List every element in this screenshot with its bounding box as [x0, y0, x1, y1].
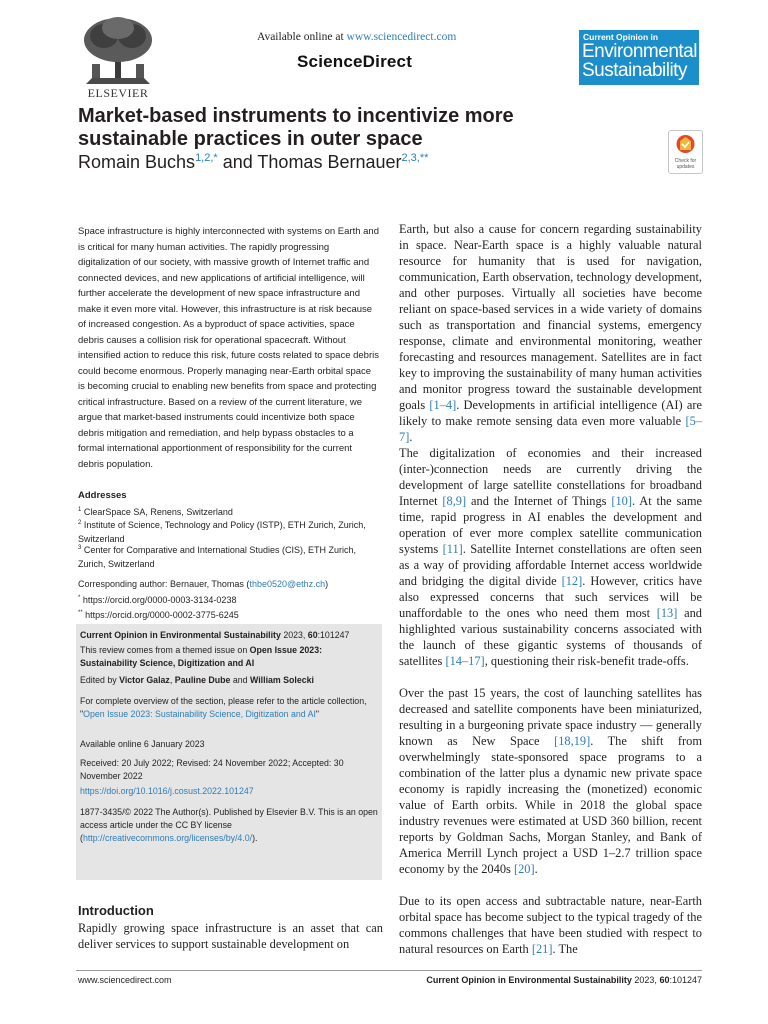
elsevier-tree-logo: [76, 14, 160, 92]
citation-link[interactable]: [13]: [656, 606, 678, 620]
journal-citation: Current Opinion in Environmental Sustainability 2023, 60:101247: [80, 630, 350, 640]
journal-logo-line1: Environmental: [582, 41, 697, 62]
author-line: Romain Buchs$^{1,2,*}$ and Thomas Bernauer$^{2,3,**}$: [78, 152, 429, 172]
author-email-link[interactable]: thbe0520@ethz.ch: [249, 579, 326, 589]
orcid-2: ** https://orcid.org/0000-0002-3775-6245: [78, 610, 239, 620]
citation-link[interactable]: [12]: [561, 574, 583, 588]
corresponding-author-block: [78, 578, 383, 623]
author-name: Thomas Bernauer: [257, 152, 402, 172]
footer-website: www.sciencedirect.com: [78, 975, 172, 985]
citation-link[interactable]: [18,19]: [554, 734, 591, 748]
introduction-heading: Introduction: [78, 903, 154, 918]
citation-link[interactable]: [10]: [611, 494, 633, 508]
editors: Edited by Victor Galaz, Pauline Dube and William Solecki: [80, 675, 314, 685]
author-affiliation-marks[interactable]: 1,2,*: [195, 152, 218, 164]
footer-citation: Current Opinion in Environmental Sustainability 2023, 60:101247: [426, 975, 702, 985]
journal-logo-line2: Sustainability: [582, 60, 687, 81]
author-affiliation-marks[interactable]: 2,3,**: [401, 152, 429, 164]
sciencedirect-link[interactable]: www.sciencedirect.com: [346, 31, 457, 43]
citation-link[interactable]: [11]: [442, 542, 463, 556]
body-paragraph-4: Due to its open access and subtractable nature, near-Earth orbital space has become subject to the typical tragedy of the commons challenges that have been studied with respect to natural resources on Earth [21]. The: [399, 894, 702, 956]
abstract: Space infrastructure is highly interconnected with systems on Earth and is critical for many human activities. The rapidly progressing digitalization of our society, with massive growth of Internet traffic and connected devices, and new applications of artificial intelligence, will further accelerate the development of new space infrastructure and make it even more vital. However, this infrastructure is at risk because of increased congestion. As a byproduct of space activities, space debris causes a collision risk for operational spacecraft. Without intensified action to reduce this risk, future costs related to space debris could become enormous. Properly managing near-Earth orbital space is becoming crucial to enabling new benefits from space and protecting critical infrastructure. Based on a review of the current literature, we argue that market-based instruments could incentivize both space debris mitigation and remediation, and help bypass obstacles to a formal international apportionment of responsibility for the current debris population.: [78, 226, 379, 470]
author-name: Romain Buchs: [78, 152, 196, 172]
body-paragraph-1: Earth, but also a cause for concern regarding sustainability in space. Near-Earth space is a highly valuable natural resource for humanity that is used for navigation, communication, Earth observation, technology development, and other purposes. Virtually all societies have become reliant on space-based services in a wide variety of domains such as transportation and financial systems, emergency response, climate and environmental monitoring, weather forecasting and resources management. Satellites are in fact key to improving the sustainability of many human activities and monitor progress toward the sustainable development goals [1–4]. Developments in artificial intelligence (AI) are likely to make remote sensing data even more valuable [5–7].: [399, 222, 702, 444]
corresponding-author: Corresponding author: Bernauer, Thomas (thbe0520@ethz.ch): [78, 579, 329, 589]
license-statement: 1877-3435/© 2022 The Author(s). Published by Elsevier B.V. This is an open access article under the CC BY license (http://creativecommons.org/licenses/by/4.0/).: [80, 807, 378, 843]
citation-link[interactable]: [1–4]: [429, 398, 457, 412]
doi-line: [80, 785, 378, 798]
citation-link[interactable]: [5–7]: [399, 414, 702, 444]
available-online-line: Available online at www.sciencedirect.com: [257, 31, 457, 43]
addresses-heading: Addresses: [78, 490, 127, 501]
body-paragraph-3: Over the past 15 years, the cost of launching satellites has decreased and satellite components have been miniaturized, resulting in a burgeoning private space industry — generally known as New Space [18,19]. The shift from overwhelmingly state-sponsored space programs to a combination of the latter plus a dynamic new private space economy is rapidly increasing the (monetized) economic value of Earth orbits. While in 2018 the global space industry revenues were estimated at USD 360 billion, recent reports by Goldman Sachs, Morgan Stanley, and Bank of America Merrill Lynch project a USD 1–2.7 trillion space economy by the 2040s [20].: [399, 686, 702, 876]
introduction-paragraph: Rapidly growing space infrastructure is an asset that can deliver services to support sustainable development on: [78, 921, 383, 951]
article-info-box: [76, 624, 382, 880]
address-1: $^1$ ClearSpace SA, Renens, Switzerland: [78, 507, 233, 517]
citation-link[interactable]: [21]: [531, 942, 553, 956]
citation-link[interactable]: [14–17]: [445, 654, 485, 668]
citation-link[interactable]: [8,9]: [442, 494, 467, 508]
history-dates: Received: 20 July 2022; Revised: 24 November 2022; Accepted: 30 November 2022: [80, 758, 344, 781]
citation-link[interactable]: [20]: [513, 862, 535, 876]
address-2: $^2$ Institute of Science, Technology and Policy (ISTP), ETH Zurich, Zurich, Switzerland: [78, 520, 366, 544]
publisher-name: ELSEVIER: [87, 86, 149, 100]
sciencedirect-wordmark: ScienceDirect: [297, 52, 413, 71]
address-3: $^3$ Center for Comparative and International Studies (CIS), ETH Zurich, Zurich, Switzerland: [78, 545, 356, 569]
themed-issue: This review comes from a themed issue on Open Issue 2023: Sustainability Science, Digitization and AI: [80, 645, 323, 668]
article-title: Market-based instruments to incentivize more sustainable practices in outer space: [78, 105, 514, 150]
check-for-updates-button[interactable]: [668, 130, 703, 174]
license-link[interactable]: http://creativecommons.org/licenses/by/4.0/: [82, 833, 253, 843]
check-for-updates-label: Check for updates: [674, 158, 697, 170]
journal-logo-box: [579, 30, 699, 85]
doi-link[interactable]: https://doi.org/10.1016/j.cosust.2022.101247: [80, 786, 254, 796]
collection-note: For complete overview of the section, please refer to the article collection, "Open Issue 2023: Sustainability Science, Digitization and AI": [80, 696, 367, 719]
available-online-date: Available online 6 January 2023: [80, 739, 205, 749]
collection-link[interactable]: Open Issue 2023: Sustainability Science, Digitization and AI: [83, 709, 316, 719]
check-for-updates-icon: [669, 131, 702, 159]
footer-divider: [76, 970, 702, 971]
journal-logo-prefix: Current Opinion in: [583, 32, 659, 42]
body-paragraph-2: The digitalization of economies and their increased (inter-)connection needs are currently driving the development of large satellite constellations for broadband Internet [8,9] and the Internet of Things [10]. At the same time, rapid progress in AI enables the development and operation of ever more complex satellite communication systems [11]. Satellite Internet constellations are often seen as a way of providing affordable Internet access worldwide and bridging the digital divide [12]. However, critics have also expressed concerns that such services will be unaffordable to the ones who need them most [13] and highlighted various sustainability concerns associated with the launch of these gigantic systems of thousands of satellites [14–17], questioning their risk-benefit trade-offs.: [399, 446, 702, 668]
orcid-1: * https://orcid.org/0000-0003-3134-0238: [78, 594, 237, 605]
